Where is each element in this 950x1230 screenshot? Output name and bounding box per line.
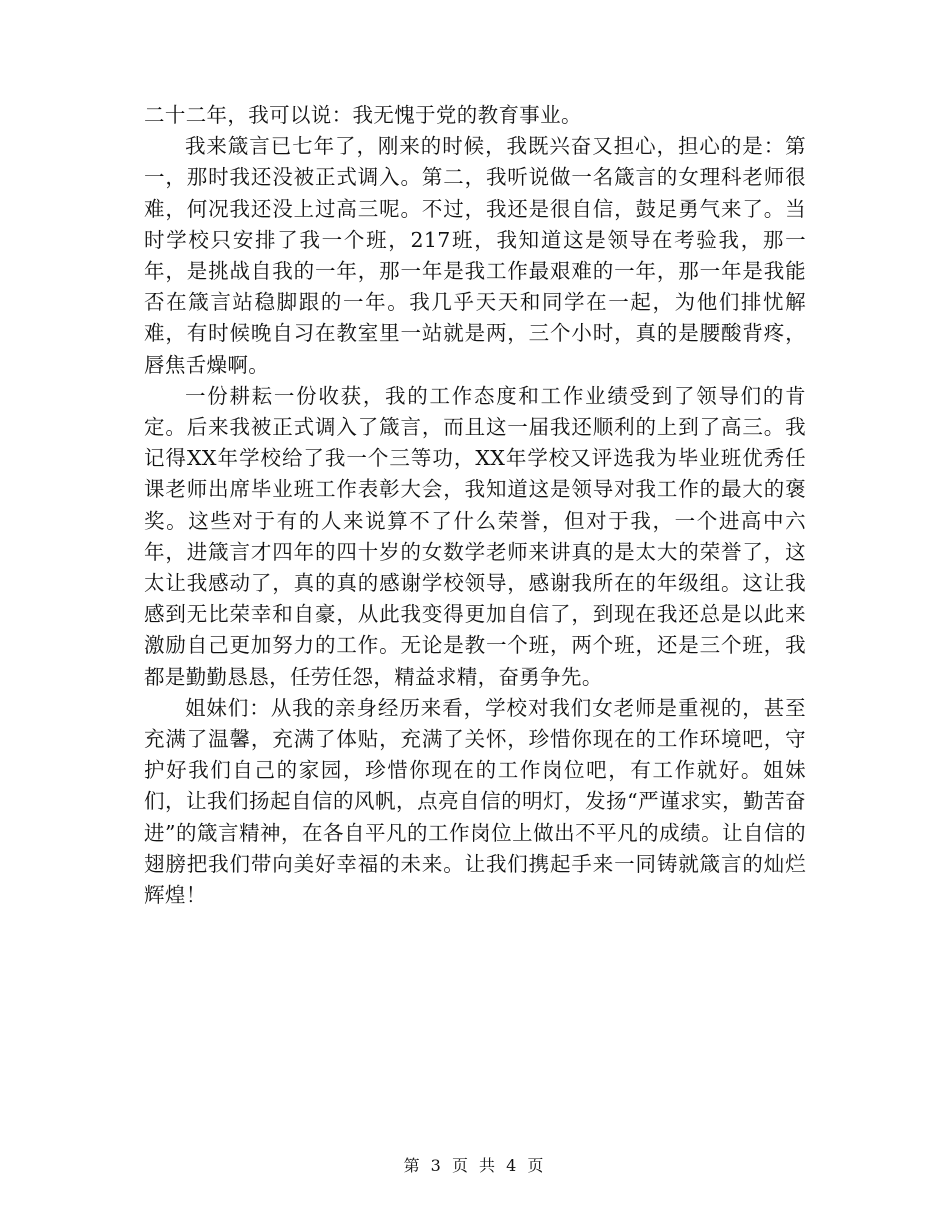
page-number-footer: 第 3 页 共 4 页 [403,1156,547,1175]
paragraph-recognition: 一份耕耘一份收获，我的工作态度和工作业绩受到了领导们的肯定。后来我被正式调入了箴言，而且这一届我还顺利的上到了高三。我记得XX年学校给了我一个三等功，XX年学校又评选我为毕业班优秀任课老师出席毕业班工作表彰大会，我知道这是领导对我工作的最大的褒奖。这些对于有的人来说算不了什么荣誉，但对于我，一个进高中六年，进箴言才四年的四十岁的女数学老师来讲真的是太大的荣誉了，这太让我感动了，真的真的感谢学校领导，感谢我所在的年级组。这让我感到无比荣幸和自豪，从此我变得更加自信了，到现在我还总是以此来激励自己更加努力的工作。无论是教一个班，两个班，还是三个班，我都是勤勤恳恳，任劳任怨，精益求精，奋勇争先。 [144,383,806,689]
paragraph-sisters: 姐妹们：从我的亲身经历来看，学校对我们女老师是重视的，甚至充满了温馨，充满了体贴，充满了关怀，珍惜你现在的工作环境吧，守护好我们自己的家园，珍惜你现在的工作岗位吧，有工作就好。姐妹们，让我们扬起自信的风帆，点亮自信的明灯，发扬“严谨求实，勤苦奋进”的箴言精神，在各自平凡的工作岗位上做出不平凡的成绩。让自信的翅膀把我们带向美好幸福的未来。让我们携起手来一同铸就箴言的灿烂辉煌！ [144,695,806,908]
paragraph-continued: 二十二年，我可以说：我无愧于党的教育事业。 [144,103,582,127]
document-body [144,100,806,911]
paragraph-arrival: 我来箴言已七年了，刚来的时候，我既兴奋又担心，担心的是：第一，那时我还没被正式调入。第二，我听说做一名箴言的女理科老师很难，何况我还没上过高三呢。不过，我还是很自信，鼓足勇气来了。当时学校只安排了我一个班，217班，我知道这是领导在考验我，那一年，是挑战自我的一年，那一年是我工作最艰难的一年，那一年是我能否在箴言站稳脚跟的一年。我几乎天天和同学在一起，为他们排忧解难，有时候晚自习在教室里一站就是两，三个小时，真的是腰酸背疼，唇焦舌燥啊。 [144,134,806,377]
